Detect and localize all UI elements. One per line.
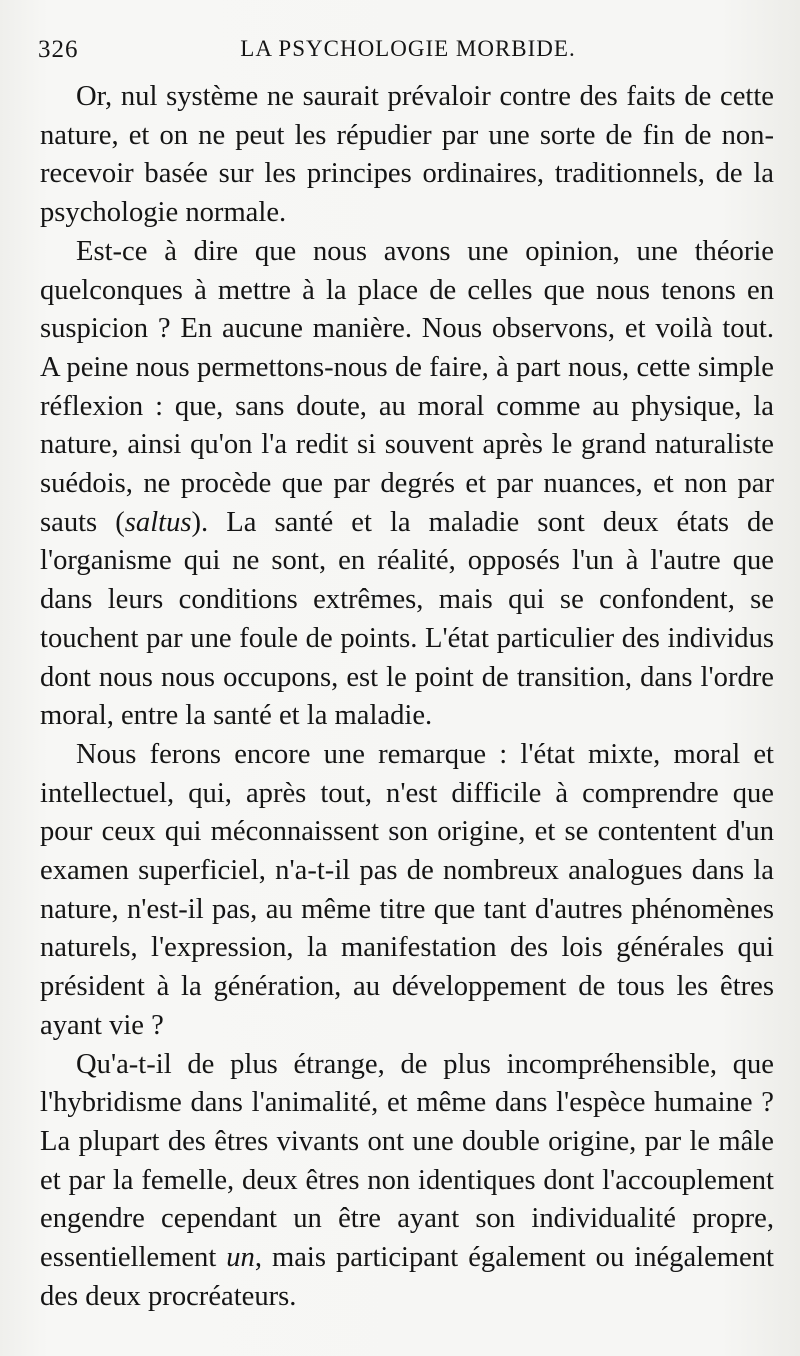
paragraph-1: Or, nul système ne saurait prévaloir contre des faits de cette nature, et on ne peut les répudier par une sorte de fin de non-recevoir basée sur les principes ordinaires, traditionnels, de la psychologie normale. — [40, 81, 774, 229]
running-title: LA PSYCHOLOGIE MORBIDE. — [240, 36, 576, 61]
page-number: 326 — [38, 36, 79, 63]
paragraph-2-part-2: ). La santé et la maladie sont deux états de l'organisme qui ne sont, en réalité, opposés l'un à l'autre que dans leurs conditions extrêmes, mais qui se confondent, se touchent par une foule de points. L'état particulier des individus dont nous nous occupons, est le point de transition, dans l'ordre moral, entre la santé et la maladie. — [40, 506, 774, 732]
paragraph-2-part-1: Est-ce à dire que nous avons une opinion, une théorie quelconques à mettre à la place de celles que nous tenons en suspicion ? En aucune manière. Nous observons, et voilà tout. A peine nous permettons-nous de faire, à part nous, cette simple réflexion : que, sans doute, au moral comme au physique, la nature, ainsi qu'on l'a redit si souvent après le grand naturaliste suédois, ne procède que par degrés et par nuances, et non par sauts ( — [40, 235, 774, 538]
paragraph-4-part-2: , mais participant également ou inégalement des deux procréateurs. — [40, 1242, 774, 1312]
paragraph-3: Nous ferons encore une remarque : l'état mixte, moral et intellectuel, qui, après tout, n'est difficile à comprendre que pour ceux qui méconnaissent son origine, et se contentent d'un examen superficiel, n'a-t-il pas de nombreux analogues dans la nature, n'est-il pas, au même titre que tant d'autres phénomènes naturels, l'expression, la manifestation des lois générales qui président à la génération, au développement de tous les êtres ayant vie ? — [40, 738, 774, 1041]
page-header — [38, 36, 778, 70]
paragraph-4 — [40, 1046, 774, 1317]
paragraph-4-italic: un — [226, 1242, 255, 1274]
paragraph-4-part-1: Qu'a-t-il de plus étrange, de plus incompréhensible, que l'hybridisme dans l'animalité, et même dans l'espèce humaine ? La plupart des êtres vivants ont une double origine, par le mâle et par la femelle, deux êtres non identiques dont l'accouplement engendre cependant un être ayant son individualité propre, essentiellement — [40, 1048, 774, 1274]
paragraph-2-italic: saltus — [124, 506, 192, 538]
paragraph-2 — [40, 233, 774, 736]
body-text — [40, 78, 774, 1317]
